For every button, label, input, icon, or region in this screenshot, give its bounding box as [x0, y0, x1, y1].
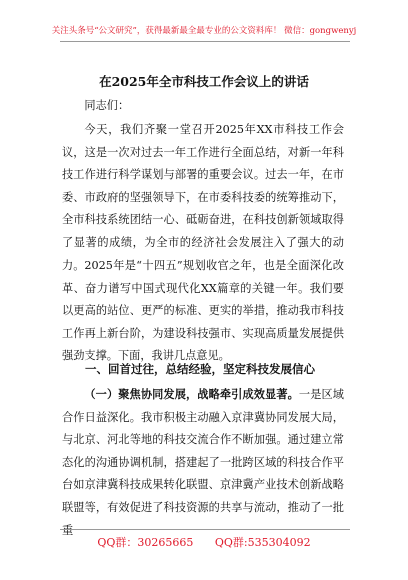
- paragraph-3-text: 一是区域合作日益深化。我市积极主动融入京津冀协同发展大局，与北京、河北等地的科技交流合作不断加强。通过建立常态化的沟通协调机制，搭建起了一批跨区域的科技合作平台如京津冀科技成果转化联盟、京津冀产业技术创新战略联盟等，有效促进了科技资源的共享与流动，推动了一批重: [62, 388, 344, 537]
- footer: [0, 534, 408, 550]
- header-note: 关注头条号“公文研究”，获得最新最全最专业的公文资料库！ 微信：gongwenyj: [51, 26, 357, 36]
- subheading-1: （一）聚焦协同发展，战略牵引成效显著。: [84, 387, 299, 401]
- greeting: 同志们：: [84, 99, 130, 112]
- document-title: 在2025年全市科技工作会议上的讲话: [99, 74, 309, 89]
- paragraph-3: [62, 383, 344, 542]
- qq-group-2: QQ群:535304092: [214, 536, 311, 549]
- footer-divider: [60, 529, 350, 530]
- paragraph-2: 2025年是“十四五”规划收官之年，也是全面深化改革、奋力谱写中国式现代化XX篇章的关键一年。我们要以更高的站位、更严的标准、更实的举措，推动我市科技工作再上新台阶，为建设科技强市、实现高质量发展提供强劲支撑。下面，我讲几点意见。: [62, 259, 344, 363]
- qq-group-1: QQ群：30265665: [97, 536, 194, 549]
- header-divider: [60, 41, 350, 42]
- section-heading-1: 一、回首过往，总结经验，坚定科技发展信心: [85, 362, 315, 376]
- paragraph-1: 今天，我们齐聚一堂召开2025年XX市科技工作会议，这是一次对过去一年工作进行全面总结，对新一年科技工作进行科学谋划与部署的重要会议。过去一年，在市委、市政府的坚强领导下，在市委科技委的统筹推动下，全市科技系统团结一心、砥砺奋进，在科技创新领域取得了显著的成绩，为全市的经济社会发展注入了强大的动力。: [62, 123, 344, 272]
